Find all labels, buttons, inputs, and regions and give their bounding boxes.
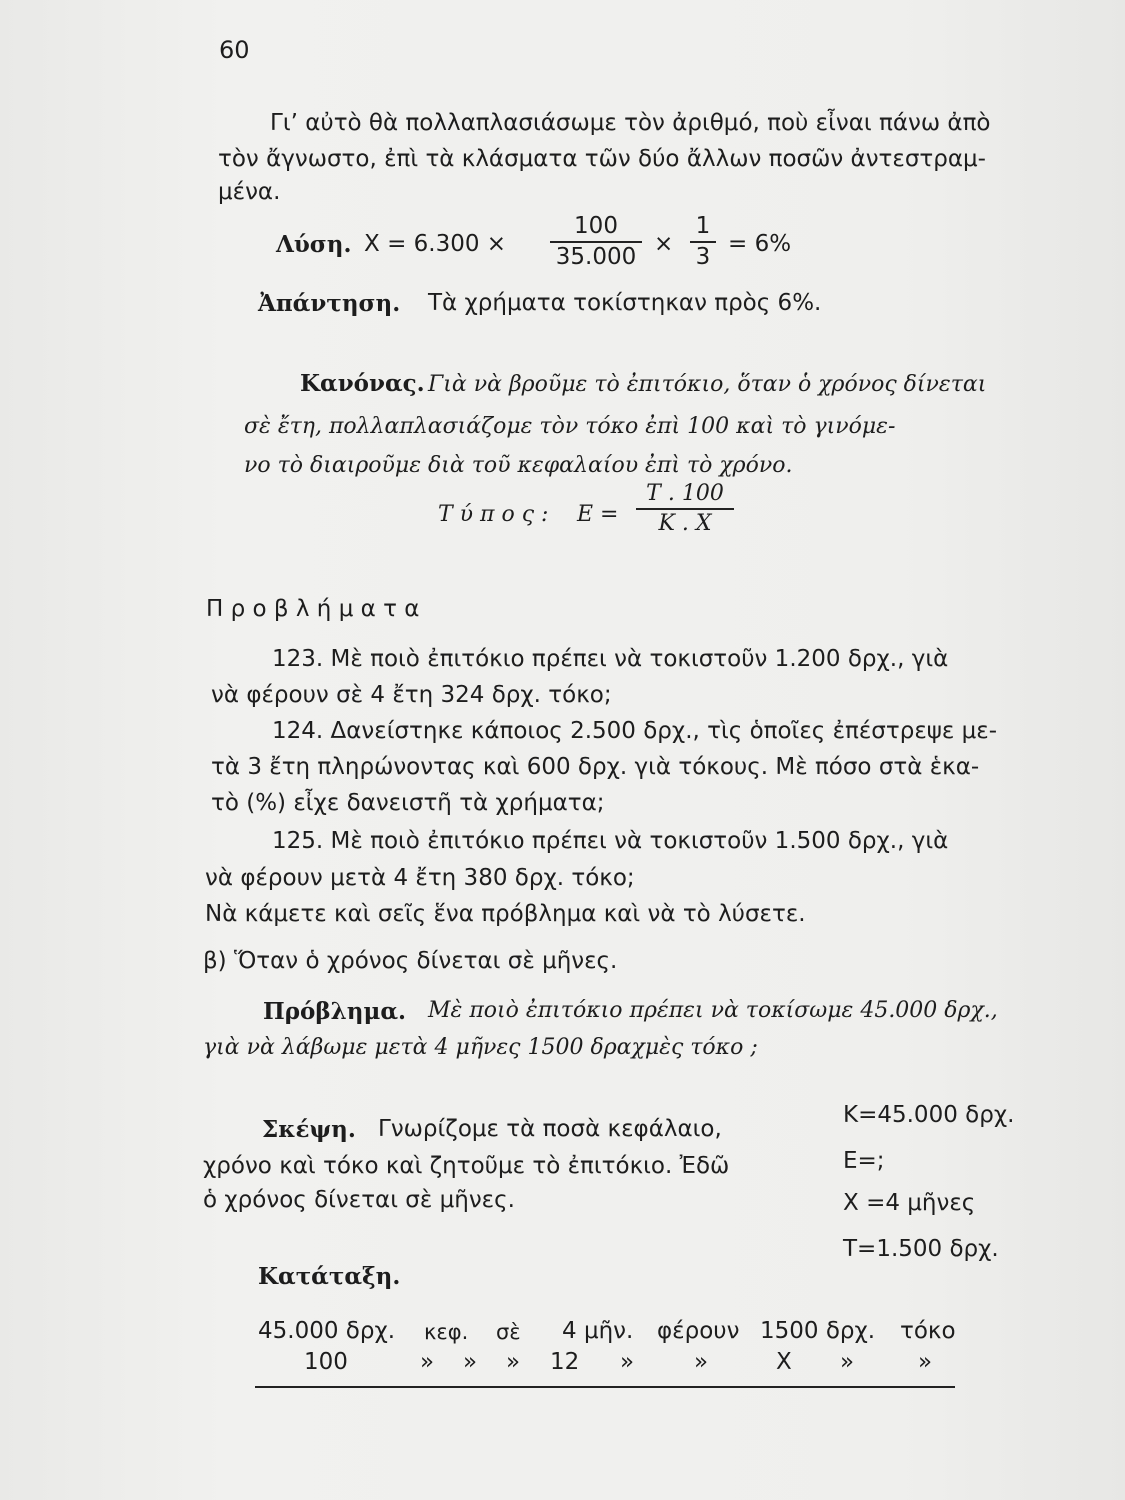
answer-label: Ἀπάντηση. <box>258 290 401 317</box>
problem-123-line-2: νὰ φέρουν σὲ 4 ἔτη 324 δρχ. τόκο; <box>211 682 612 708</box>
fraction-1-over-3 <box>690 215 716 269</box>
answer-text: Τὰ χρήματα τοκίστηκαν πρὸς 6%. <box>428 290 822 316</box>
problem-line-2: γιὰ νὰ λάβωμε μετὰ 4 μῆνες 1500 δραχμὲς τόκο ; <box>203 1035 758 1060</box>
arrangement-row-1-interest: 1500 δρχ. <box>760 1318 876 1344</box>
problem-125-line-1: 125. Μὲ ποιὸ ἐπιτόκιο πρέπει νὰ τοκιστοῦν 1.500 δρχ., γιὰ <box>272 828 949 854</box>
formula-fraction <box>636 483 734 535</box>
problem-124-line-1: 124. Δανείστηκε κάποιος 2.500 δρχ., τὶς ὁποῖες ἐπέστρεψε με- <box>272 718 998 744</box>
arrangement-row-2-unknown: Χ <box>776 1349 792 1375</box>
intro-line-1: Γι’ αὐτὸ θὰ πολλαπλασιάσωμε τὸν ἀριθμό, ποὺ εἶναι πάνω ἀπὸ <box>270 110 991 136</box>
intro-line-3: μένα. <box>218 179 281 205</box>
arrangement-label: Κατάταξη. <box>258 1263 401 1290</box>
arrangement-row-2-time: 12 <box>550 1349 580 1375</box>
arrangement-row-1-time: 4 μῆν. <box>562 1318 634 1344</box>
given-interest: Τ=1.500 δρχ. <box>843 1236 999 1262</box>
ditto-mark: » <box>840 1349 855 1375</box>
rule-label: Κανόνας. <box>300 370 425 397</box>
rule-line-1: Γιὰ νὰ βροῦμε τὸ ἐπιτόκιο, ὅταν ὁ χρόνος δίνεται <box>428 372 987 397</box>
arrangement-row-1-se: σὲ <box>496 1320 521 1344</box>
intro-line-2: τὸν ἄγνωστο, ἐπὶ τὰ κλάσματα τῶν δύο ἄλλων ποσῶν ἀντεστραμ- <box>218 146 986 172</box>
fraction-numerator: 100 <box>550 215 642 243</box>
problems-heading: Π ρ ο β λ ή μ α τ α <box>206 596 420 622</box>
rule-line-2: σὲ ἔτη, πολλαπλασιάζομε τὸν τόκο ἐπὶ 100 καὶ τὸ γινόμε- <box>244 414 896 439</box>
page-number: 60 <box>219 36 250 64</box>
rule-line-3: νο τὸ διαιροῦμε διὰ τοῦ κεφαλαίου ἐπὶ τὸ χρόνο. <box>244 453 793 478</box>
given-capital: Κ=45.000 δρχ. <box>843 1102 1015 1128</box>
arrangement-underline <box>255 1386 955 1388</box>
arrangement-row-2-capital: 100 <box>304 1349 348 1375</box>
formula-lhs: Ε = <box>577 502 619 527</box>
fraction-numerator: 1 <box>690 215 716 243</box>
section-b-heading: β) Ὅταν ὁ χρόνος δίνεται σὲ μῆνες. <box>203 948 618 974</box>
solution-label: Λύση. <box>276 231 352 258</box>
own-problem-prompt: Νὰ κάμετε καὶ σεῖς ἕνα πρόβλημα καὶ νὰ τὸ λύσετε. <box>205 901 806 927</box>
thought-line-1: Γνωρίζομε τὰ ποσὰ κεφάλαιο, <box>378 1116 722 1142</box>
thought-line-2: χρόνο καὶ τόκο καὶ ζητοῦμε τὸ ἐπιτόκιο. Ἐδῶ <box>203 1153 730 1179</box>
formula-label: Τ ύ π ο ς : <box>438 502 549 527</box>
given-time: Χ =4 μῆνες <box>843 1190 976 1216</box>
fraction-denominator: 3 <box>695 244 711 270</box>
fraction-denominator: 35.000 <box>555 244 637 270</box>
solution-lhs: X = 6.300 × <box>364 231 507 257</box>
arrangement-row-1-kef: κεφ. <box>424 1320 469 1344</box>
problem-label: Πρόβλημα. <box>263 998 407 1025</box>
times-sign: × <box>654 231 674 257</box>
problem-124-line-3: τὸ (%) εἶχε δανειστῆ τὰ χρήματα; <box>211 790 605 816</box>
solution-result: = 6% <box>728 231 792 257</box>
arrangement-row-1-bring: φέρουν <box>657 1318 740 1344</box>
ditto-mark: » <box>506 1349 521 1375</box>
formula-numerator: Τ . 100 <box>636 483 734 510</box>
thought-line-3: ὁ χρόνος δίνεται σὲ μῆνες. <box>203 1187 515 1213</box>
thought-label: Σκέψη. <box>262 1116 356 1143</box>
ditto-mark: » <box>420 1349 435 1375</box>
formula-denominator: Κ . Χ <box>658 511 712 536</box>
problem-125-line-2: νὰ φέρουν μετὰ 4 ἔτη 380 δρχ. τόκο; <box>205 865 635 891</box>
fraction-100-over-35000 <box>550 215 642 269</box>
ditto-mark: » <box>463 1349 478 1375</box>
problem-line-1: Μὲ ποιὸ ἐπιτόκιο πρέπει νὰ τοκίσωμε 45.000 δρχ., <box>428 998 998 1023</box>
given-rate: Ε=; <box>843 1148 885 1174</box>
ditto-mark: » <box>918 1349 933 1375</box>
arrangement-row-1-capital: 45.000 δρχ. <box>258 1318 396 1344</box>
problem-124-line-2: τὰ 3 ἔτη πληρώνοντας καὶ 600 δρχ. γιὰ τόκους. Μὲ πόσο στὰ ἑκα- <box>211 754 980 780</box>
problem-123-line-1: 123. Μὲ ποιὸ ἐπιτόκιο πρέπει νὰ τοκιστοῦν 1.200 δρχ., γιὰ <box>272 646 949 672</box>
arrangement-row-1-tokos: τόκο <box>900 1318 956 1344</box>
ditto-mark: » <box>620 1349 635 1375</box>
ditto-mark: » <box>694 1349 709 1375</box>
